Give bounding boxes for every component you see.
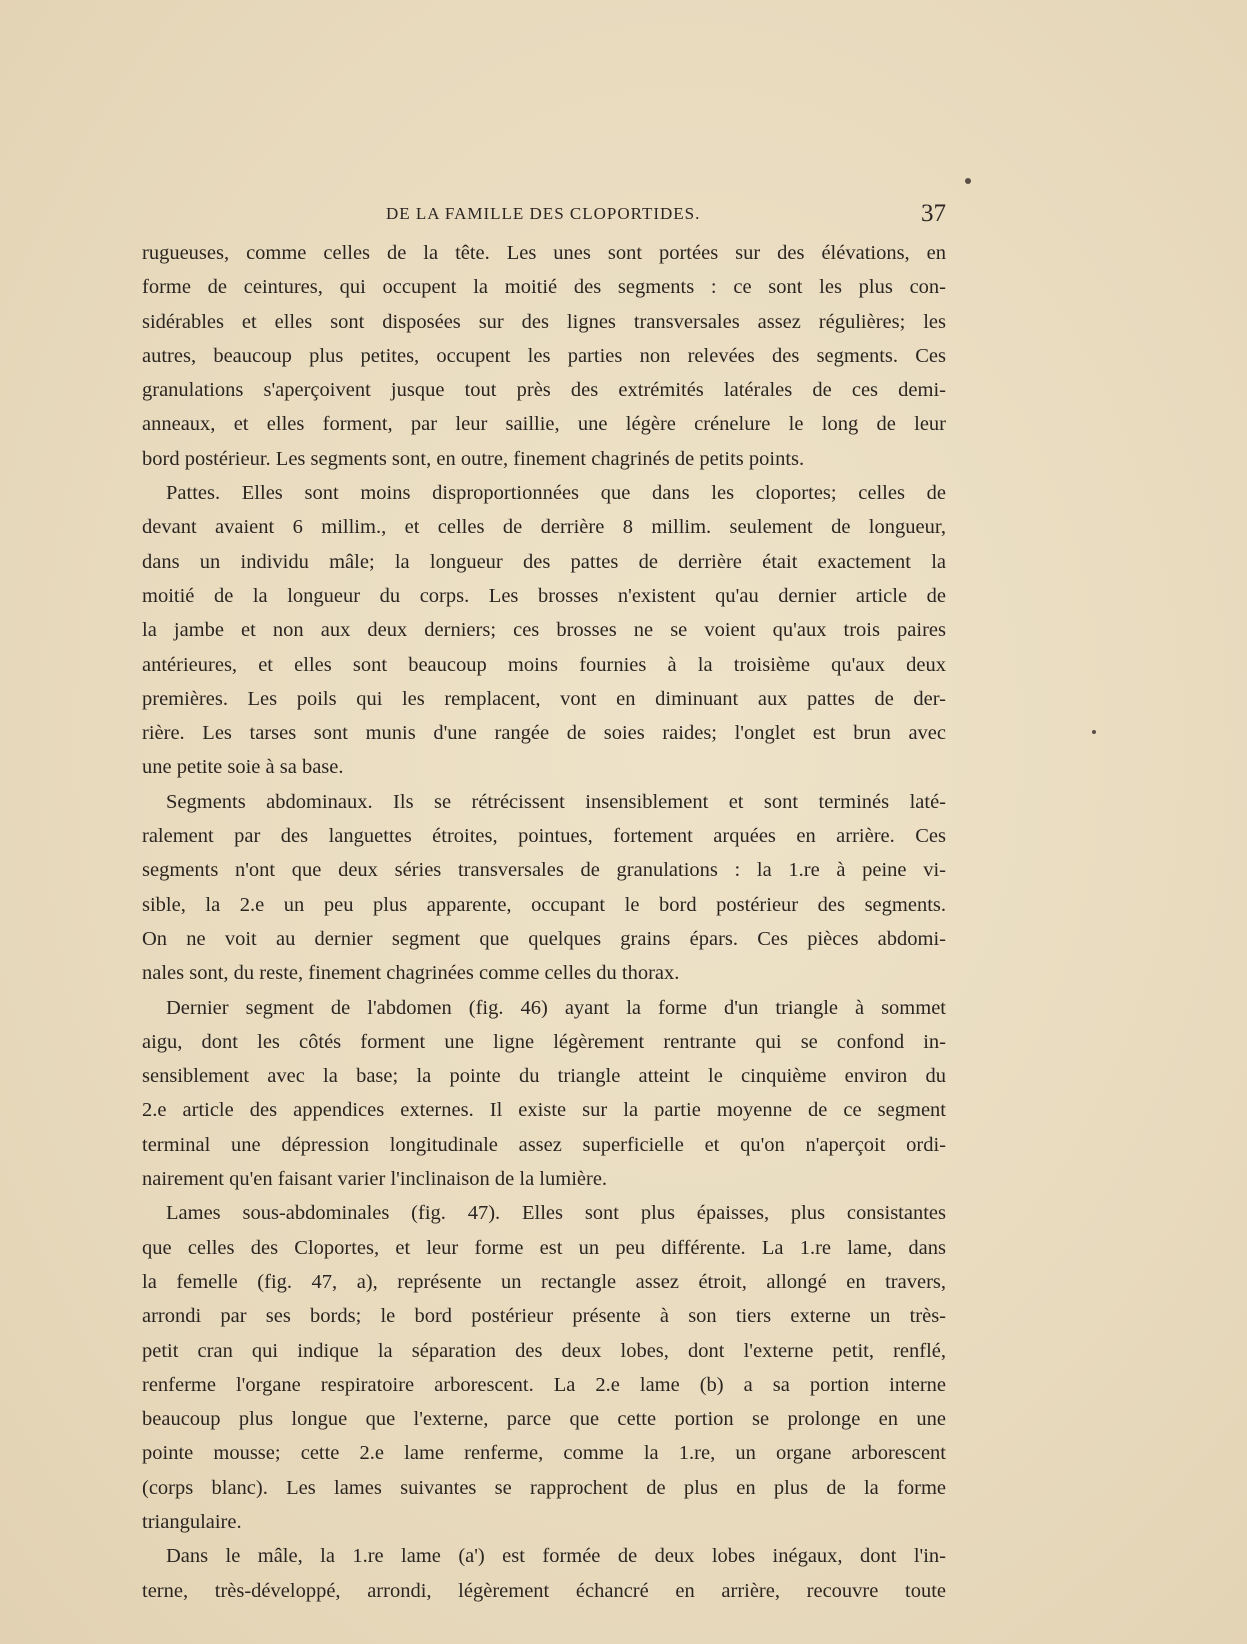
running-title: DE LA FAMILLE DES CLOPORTIDES. — [386, 204, 701, 223]
text-line: antérieures, et elles sont beaucoup moins fournies à la troisième qu'aux deux — [142, 653, 946, 676]
text-line: moitié de la longueur du corps. Les brosses n'existent qu'au dernier article de — [142, 584, 946, 607]
text-line: ralement par des languettes étroites, pointues, fortement arquées en arrière. Ces — [142, 825, 946, 848]
paragraph-start-male: Dans le mâle, la 1.re lame (a') est formée de deux lobes inégaux, dont l'in- — [166, 1545, 946, 1568]
text-line: rugueuses, comme celles de la tête. Les unes sont portées sur des élévations, en — [142, 242, 946, 264]
text-line: petit cran qui indique la séparation des deux lobes, dont l'externe petit, renflé, — [142, 1339, 946, 1362]
body-text — [142, 236, 946, 1608]
text-line: nales sont, du reste, finement chagrinées comme celles du thorax. — [142, 962, 680, 985]
text-line: terminal une dépression longitudinale assez superficielle et qu'on n'aperçoit ordi- — [142, 1133, 946, 1156]
text-line: la femelle (fig. 47, a), représente un rectangle assez étroit, allongé en travers, — [142, 1270, 946, 1293]
text-line: premières. Les poils qui les remplacent, vont en diminuant aux pattes de der- — [142, 687, 946, 710]
text-line: autres, beaucoup plus petites, occupent les parties non relevées des segments. Ces — [142, 344, 946, 367]
ink-speck — [1092, 730, 1096, 734]
text-line: renferme l'organe respiratoire arborescent. La 2.e lame (b) a sa portion interne — [142, 1373, 946, 1396]
text-line: la jambe et non aux deux derniers; ces brosses ne se voient qu'aux trois paires — [142, 619, 946, 642]
text-line: sidérables et elles sont disposées sur des lignes transversales assez régulières; les — [142, 310, 946, 333]
text-line: devant avaient 6 millim., et celles de derrière 8 millim. seulement de longueur, — [142, 516, 946, 539]
paragraph-start-segments-abdominaux: Segments abdominaux. Ils se rétrécissent insensiblement et sont terminés laté- — [166, 790, 946, 813]
text-line: anneaux, et elles forment, par leur saillie, une légère crénelure le long de leur — [142, 413, 946, 436]
text-line: triangulaire. — [142, 1510, 242, 1533]
running-head — [142, 200, 946, 230]
text-line: (corps blanc). Les lames suivantes se rapprochent de plus en plus de la forme — [142, 1476, 946, 1499]
text-line: nairement qu'en faisant varier l'inclinaison de la lumière. — [142, 1168, 608, 1191]
text-line: arrondi par ses bords; le bord postérieur présente à son tiers externe un très- — [142, 1305, 946, 1328]
text-line: que celles des Cloportes, et leur forme est un peu différente. La 1.re lame, dans — [142, 1236, 946, 1259]
paragraph-start-pattes: Pattes. Elles sont moins disproportionnées que dans les cloportes; celles de — [166, 482, 946, 505]
text-line: aigu, dont les côtés forment une ligne légèrement rentrante qui se confond in- — [142, 1030, 946, 1053]
ink-speck — [965, 178, 971, 184]
paragraph-start-dernier-segment: Dernier segment de l'abdomen (fig. 46) ayant la forme d'un triangle à sommet — [166, 996, 946, 1019]
text-line: rière. Les tarses sont munis d'une rangée de soies raides; l'onglet est brun avec — [142, 722, 946, 745]
page-number: 37 — [921, 200, 946, 227]
text-line: une petite soie à sa base. — [142, 756, 344, 779]
text-line: pointe mousse; cette 2.e lame renferme, comme la 1.re, un organe arborescent — [142, 1442, 946, 1465]
text-line: sensiblement avec la base; la pointe du triangle atteint le cinquième environ du — [142, 1065, 946, 1088]
paragraph-start-lames: Lames sous-abdominales (fig. 47). Elles sont plus épaisses, plus consistantes — [166, 1202, 946, 1225]
text-line: 2.e article des appendices externes. Il existe sur la partie moyenne de ce segment — [142, 1099, 946, 1122]
text-line: sible, la 2.e un peu plus apparente, occupant le bord postérieur des segments. — [142, 893, 946, 916]
text-line: segments n'ont que deux séries transversales de granulations : la 1.re à peine vi- — [142, 859, 946, 882]
text-line: terne, très-développé, arrondi, légèrement échancré en arrière, recouvre toute — [142, 1579, 946, 1602]
text-line: bord postérieur. Les segments sont, en outre, finement chagrinés de petits points. — [142, 447, 805, 470]
text-line: On ne voit au dernier segment que quelques grains épars. Ces pièces abdomi- — [142, 927, 946, 950]
text-line: dans un individu mâle; la longueur des pattes de derrière était exactement la — [142, 550, 946, 573]
text-line: beaucoup plus longue que l'externe, parce que cette portion se prolonge en une — [142, 1408, 946, 1431]
text-line: forme de ceintures, qui occupent la moitié des segments : ce sont les plus con- — [142, 276, 946, 299]
text-line: granulations s'aperçoivent jusque tout près des extrémités latérales de ces demi- — [142, 379, 946, 402]
